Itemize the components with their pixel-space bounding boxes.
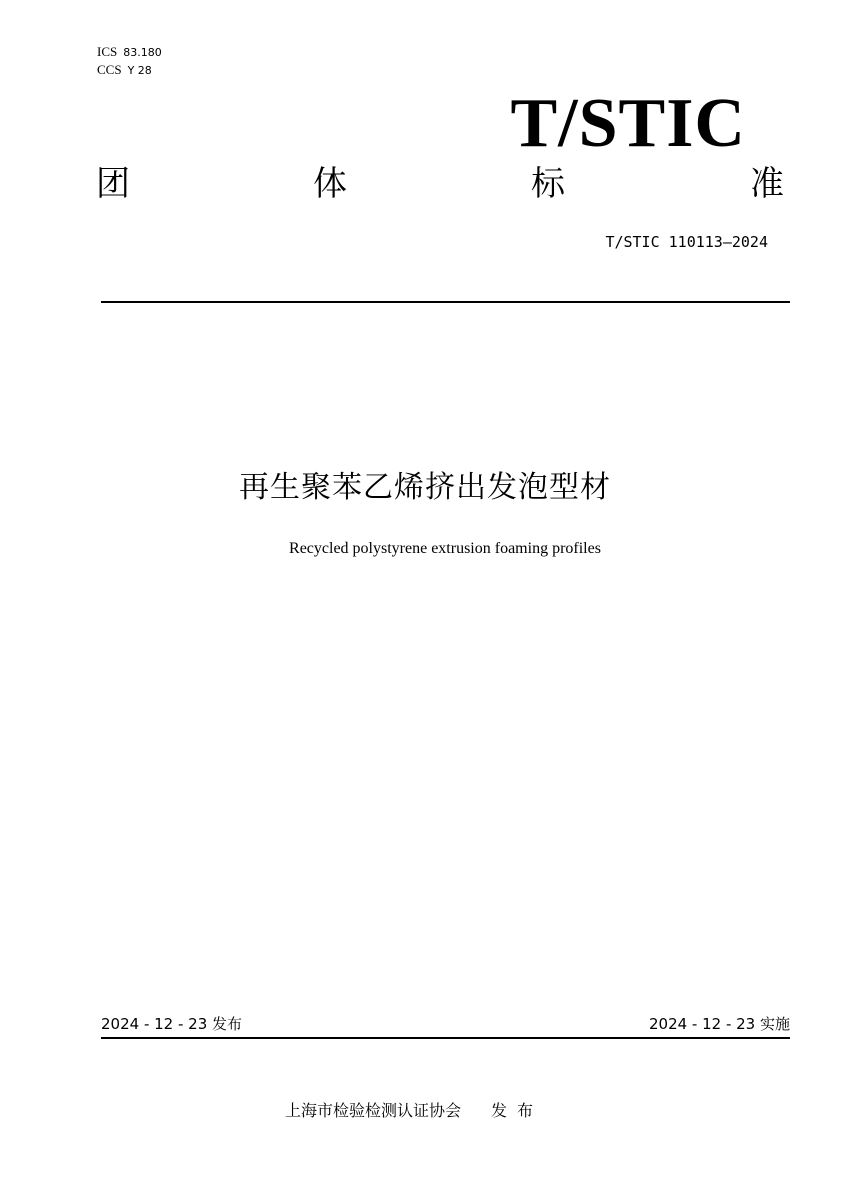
ccs-code xyxy=(97,62,152,79)
standard-type-char-4: 准 xyxy=(750,164,784,204)
ccs-value: Y 28 xyxy=(127,64,152,77)
ccs-label: CCS xyxy=(97,62,122,77)
publish-date: 2024 - 12 - 23 发布 xyxy=(101,1015,243,1033)
ics-code xyxy=(97,44,162,61)
standard-type-char-3: 标 xyxy=(531,164,565,204)
document-title-english: Recycled polystyrene extrusion foaming profiles xyxy=(289,540,601,557)
publisher-action: 发布 xyxy=(491,1101,544,1120)
standard-type-char-1: 团 xyxy=(96,164,130,204)
top-divider xyxy=(101,301,790,303)
ics-label: ICS xyxy=(97,44,118,59)
standard-number: T/STIC 110113—2024 xyxy=(605,233,768,251)
standard-logo: T/STIC xyxy=(510,85,746,162)
document-title-chinese: 再生聚苯乙烯挤出发泡型材 xyxy=(239,470,611,505)
bottom-divider xyxy=(101,1037,790,1039)
publisher-line xyxy=(285,1100,543,1122)
ics-value: 83.180 xyxy=(123,46,162,59)
standard-type-char-2: 体 xyxy=(313,164,347,204)
implementation-date: 2024 - 12 - 23 实施 xyxy=(648,1015,790,1033)
publisher-name: 上海市检验检测认证协会 xyxy=(285,1101,462,1120)
